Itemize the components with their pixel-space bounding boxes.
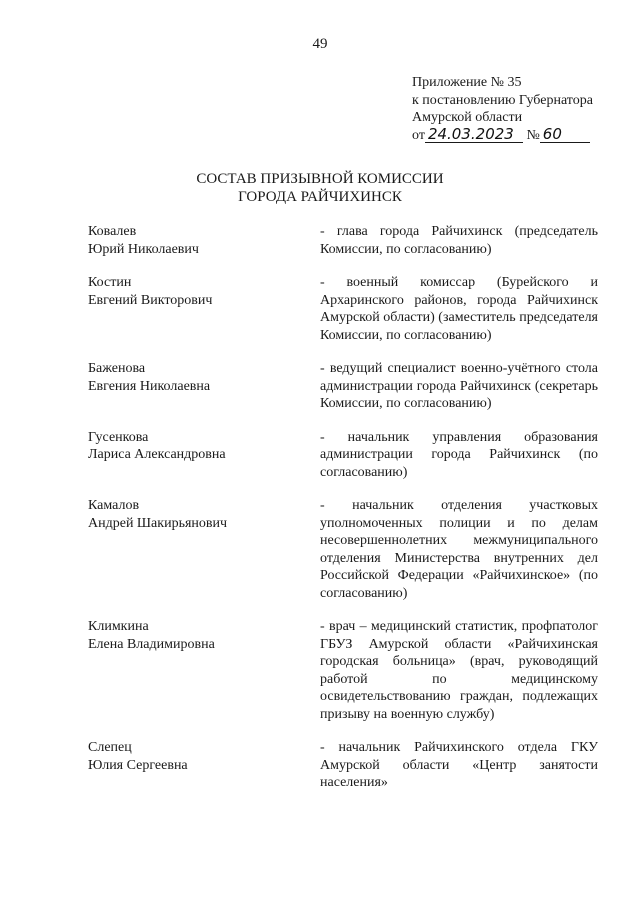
appendix-decree-ref: к постановлению Губернатора <box>412 92 593 108</box>
member-surname: Слепец <box>88 740 132 755</box>
member-name <box>88 497 308 602</box>
member-surname: Костин <box>88 275 132 290</box>
date-prefix: от <box>412 127 425 143</box>
member-surname: Климкина <box>88 619 149 634</box>
appendix-date-line <box>412 124 612 145</box>
title-line-1: СОСТАВ ПРИЗЫВНОЙ КОМИССИИ <box>196 171 444 187</box>
member-row <box>88 618 598 723</box>
member-role: - ведущий специалист военно-учётного стола администрации города Райчихинск (секретарь Комиссии, по согласованию) <box>320 361 598 411</box>
page-number: 49 <box>312 36 328 52</box>
member-given-name: Елена Владимировна <box>88 636 215 652</box>
member-row <box>88 497 598 602</box>
member-name <box>88 223 308 258</box>
member-role: - начальник управления образования администрации города Райчихинск (по согласованию) <box>320 429 598 480</box>
member-row <box>88 360 598 413</box>
member-row <box>88 274 598 344</box>
member-name <box>88 739 308 792</box>
member-name <box>88 274 308 344</box>
member-role: - глава города Райчихинск (председатель Комиссии, по согласованию) <box>320 224 598 257</box>
member-row <box>88 739 598 792</box>
member-role: - начальник отделения участковых уполномоченных полиции и по делам несовершеннолетних межмуниципального отделения Министерства внутренних дел Российской Федерации «Райчихинское» (по согласованию) <box>320 498 598 601</box>
title-line-2: ГОРОДА РАЙЧИХИНСК <box>238 189 402 205</box>
member-name <box>88 360 308 413</box>
member-role: - врач – медицинский статистик, профпатолог ГБУЗ Амурской области «Райчихинская городская больница» (врач, руководящий работой по медицинскому освидетельствованию граждан, подлежащих призыву на военную службу) <box>320 619 598 722</box>
member-name <box>88 618 308 723</box>
member-surname: Гусенкова <box>88 429 149 445</box>
member-name <box>88 429 308 482</box>
member-surname: Камалов <box>88 498 140 513</box>
member-role: - военный комиссар (Бурейского и Архаринского районов, города Райчихинск Амурской области) (заместитель председателя Комиссии, по согласованию) <box>320 275 598 343</box>
member-role: - начальник Райчихинского отдела ГКУ Амурской области «Центр занятости населения» <box>320 740 598 790</box>
handwritten-number: 60 <box>540 127 590 143</box>
member-row <box>88 223 598 258</box>
member-given-name: Юрий Николаевич <box>88 241 199 257</box>
member-surname: Ковалев <box>88 224 137 239</box>
member-given-name: Лариса Александровна <box>88 447 226 462</box>
number-prefix: № <box>526 127 540 143</box>
member-given-name: Андрей Шакирьянович <box>88 515 228 531</box>
commission-members <box>88 223 598 792</box>
appendix-number: Приложение № 35 <box>412 75 522 90</box>
document-title <box>0 170 640 206</box>
member-given-name: Юлия Сергеевна <box>88 757 188 773</box>
member-given-name: Евгения Николаевна <box>88 378 211 394</box>
handwritten-date: 24.03.2023 <box>425 127 523 143</box>
appendix-header <box>412 74 612 144</box>
member-row <box>88 429 598 482</box>
appendix-region: Амурской области <box>412 110 523 125</box>
member-given-name: Евгений Викторович <box>88 292 213 308</box>
member-surname: Баженова <box>88 361 146 376</box>
